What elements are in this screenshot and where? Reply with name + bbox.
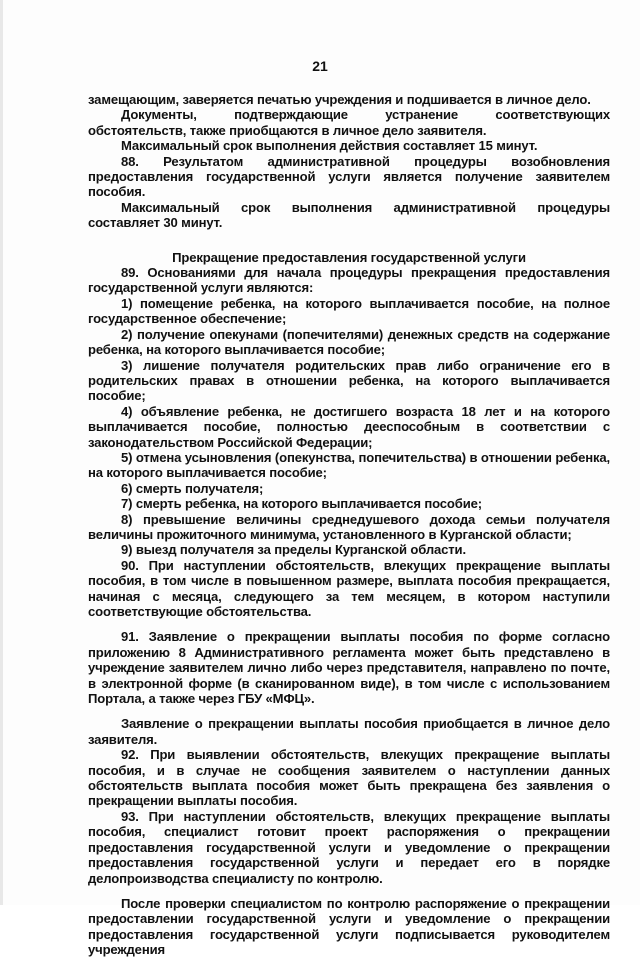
paragraph: Максимальный срок выполнения действия составляет 15 минут.	[121, 138, 538, 154]
paragraph: 93. При наступлении обстоятельств, влекущих прекращение выплаты пособия, специалист готовит проект распоряжения о прекращении предоставления государственной услуги и уведомление о прекращении предоставления государственной услуги и передает его в порядке делопроизводства специалисту по контролю.	[88, 808, 610, 886]
paragraph: Заявление о прекращении выплаты пособия приобщается в личное дело заявителя.	[88, 716, 610, 747]
scan-edge	[0, 0, 3, 905]
paragraph: 88. Результатом административной процедуры возобновления предоставления государственной услуги является получение заявителем пособия.	[88, 153, 610, 200]
paragraph: замещающим, заверяется печатью учреждения и подшивается в личное дело.	[88, 92, 591, 107]
paragraph: 5) отмена усыновления (опекунства, попечительства) в отношении ребенка, на которого выплачивается пособие;	[88, 449, 610, 481]
paragraph: 6) смерть получателя;	[121, 480, 264, 496]
page-number: 21	[312, 58, 328, 74]
paragraph: 92. При выявлении обстоятельств, влекущих прекращение выплаты пособия, и в случае не сообщения заявителем о наступлении данных обстоятельств выплата пособия может быть прекращена без заявления о прекращении выплаты пособия.	[88, 747, 610, 809]
paragraph: 8) превышение величины среднедушевого дохода семьи получателя величины прожиточного минимума, установленного в Курганской области;	[88, 511, 610, 542]
paragraph: 2) получение опекунами (попечителями) денежных средств на содержание ребенка, на которого выплачивается пособие;	[88, 326, 610, 358]
paragraph: Документы, подтверждающие устранение соответствующих обстоятельств, также приобщаются в личное дело заявителя.	[88, 107, 610, 138]
paragraph: Максимальный срок выполнения административной процедуры составляет 30 минут.	[88, 199, 610, 231]
paragraph: 90. При наступлении обстоятельств, влекущих прекращение выплаты пособия, в том числе в повышенном размере, выплата пособия прекращается, начиная с месяца, следующего за тем месяцем, в котором наступили соответствующие обстоятельства.	[88, 557, 610, 619]
paragraph: 3) лишение получателя родительских прав либо ограничение его в родительских правах в отношении ребенка, на которого выплачивается пособие;	[88, 357, 610, 404]
paragraph: 4) объявление ребенка, не достигшего возраста 18 лет и на которого выплачивается пособие, полностью дееспособным в соответствии с законодательством Российской Федерации;	[88, 403, 610, 450]
document-body	[88, 92, 610, 958]
paragraph: 91. Заявление о прекращении выплаты пособия по форме согласно приложению 8 Административного регламента может быть представлено в учреждение заявителем лично либо через представителя, направлено по почте, в электронной форме (в сканированном виде), в том числе с использованием Портала, а также через ГБУ «МФЦ».	[88, 629, 610, 707]
paragraph: После проверки специалистом по контролю распоряжение о прекращении предоставлении государственной услуги и уведомление о прекращении предоставления государственной услуги подписывается руководителем учреждения	[88, 895, 610, 958]
paragraph: 1) помещение ребенка, на которого выплачивается пособие, на полное государственное обеспечение;	[88, 295, 610, 327]
paragraph: 7) смерть ребенка, на которого выплачивается пособие;	[121, 496, 482, 512]
paragraph: 89. Основаниями для начала процедуры прекращения предоставления государственной услуги являются:	[88, 265, 610, 296]
paragraph: 9) выезд получателя за пределы Курганской области.	[121, 542, 466, 558]
section-heading: Прекращение предоставления государственной услуги	[172, 249, 526, 265]
